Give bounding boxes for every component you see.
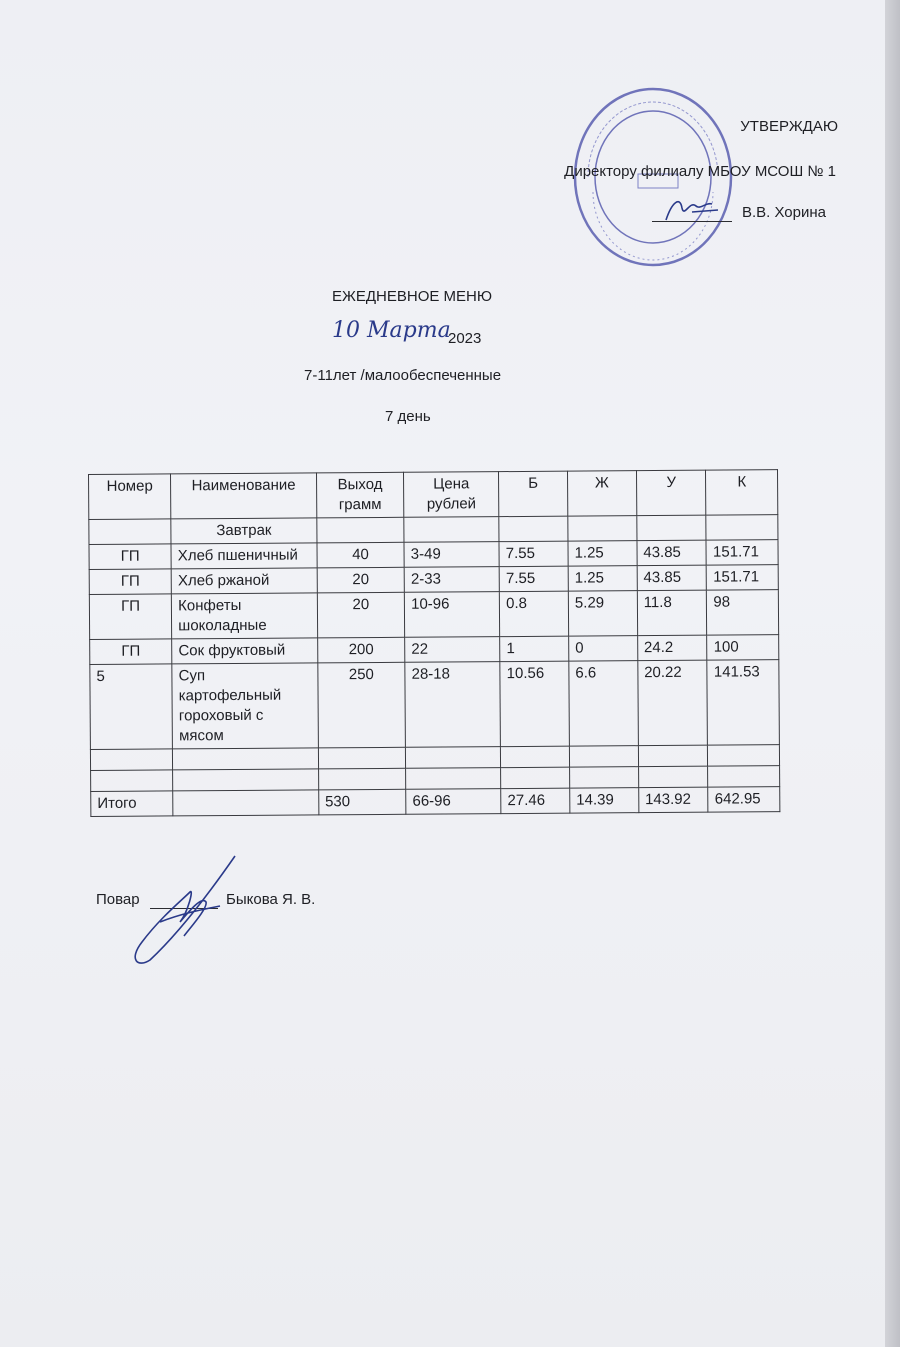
col-weight: Выход грамм bbox=[316, 472, 404, 518]
item-weight: 200 bbox=[317, 637, 405, 663]
section-label: Завтрак bbox=[171, 518, 317, 544]
table-row bbox=[90, 660, 780, 750]
date-year: 2023 bbox=[448, 330, 482, 347]
item-weight: 20 bbox=[317, 567, 405, 593]
total-calories: 642.95 bbox=[708, 787, 780, 812]
item-carbs: 24.2 bbox=[637, 635, 707, 660]
total-empty bbox=[173, 790, 319, 816]
item-carbs: 20.22 bbox=[638, 660, 708, 745]
total-weight: 530 bbox=[318, 789, 406, 815]
item-weight: 40 bbox=[317, 542, 405, 568]
item-name: Суп картофельный гороховый с мясом bbox=[172, 663, 318, 749]
total-protein: 27.46 bbox=[501, 788, 570, 813]
item-fat: 1.25 bbox=[568, 566, 637, 591]
cook-role: Повар bbox=[96, 891, 140, 908]
col-number: Номер bbox=[89, 474, 172, 520]
item-number: ГП bbox=[89, 569, 171, 595]
total-row bbox=[91, 787, 780, 817]
cook-signature bbox=[120, 852, 240, 967]
total-carbs: 143.92 bbox=[638, 787, 708, 812]
item-number: 5 bbox=[90, 664, 173, 750]
item-calories: 141.53 bbox=[707, 660, 779, 745]
approval-heading: УТВЕРЖДАЮ bbox=[740, 118, 838, 135]
item-name: Конфеты шоколадные bbox=[172, 593, 318, 639]
item-protein: 7.55 bbox=[499, 541, 568, 566]
director-name: В.В. Хорина bbox=[741, 204, 826, 221]
item-weight: 250 bbox=[318, 662, 406, 748]
item-protein: 0.8 bbox=[500, 591, 569, 636]
col-protein: Б bbox=[499, 471, 568, 516]
cook-name: Быкова Я. В. bbox=[226, 891, 316, 908]
item-name: Хлеб пшеничный bbox=[171, 543, 317, 569]
item-fat: 6.6 bbox=[569, 661, 638, 746]
item-number: ГП bbox=[89, 594, 172, 640]
item-calories: 151.71 bbox=[707, 565, 779, 590]
page-edge-shadow bbox=[885, 0, 900, 1347]
menu-table bbox=[88, 469, 780, 817]
item-carbs: 43.85 bbox=[637, 540, 707, 565]
item-fat: 5.29 bbox=[568, 591, 637, 636]
menu-day: 7 день bbox=[385, 408, 431, 425]
item-protein: 10.56 bbox=[500, 661, 569, 746]
col-price: Цена рублей bbox=[404, 472, 499, 518]
item-calories: 151.71 bbox=[706, 540, 778, 565]
item-carbs: 11.8 bbox=[637, 590, 707, 635]
approval-position: Директору филиалу МБОУ МСОШ № 1 bbox=[564, 163, 836, 180]
item-calories: 98 bbox=[707, 590, 779, 635]
total-fat: 14.39 bbox=[570, 788, 639, 813]
table-header-row bbox=[89, 470, 778, 520]
item-weight: 20 bbox=[317, 592, 405, 638]
item-price: 2-33 bbox=[404, 567, 499, 593]
item-protein: 1 bbox=[500, 636, 569, 661]
item-number: ГП bbox=[89, 544, 171, 570]
item-calories: 100 bbox=[707, 635, 779, 660]
total-label: Итого bbox=[91, 791, 173, 817]
item-price: 22 bbox=[405, 637, 500, 663]
item-price: 3-49 bbox=[404, 542, 499, 568]
col-carbs: У bbox=[636, 470, 706, 515]
col-name: Наименование bbox=[171, 473, 317, 519]
total-price: 66-96 bbox=[406, 789, 501, 815]
col-calories: К bbox=[706, 470, 778, 515]
item-price: 28-18 bbox=[405, 662, 501, 748]
table-row bbox=[89, 590, 778, 640]
item-fat: 0 bbox=[569, 636, 638, 661]
item-name: Сок фруктовый bbox=[172, 638, 318, 664]
item-name: Хлеб ржаной bbox=[171, 568, 317, 594]
item-protein: 7.55 bbox=[499, 566, 568, 591]
age-group: 7-11лет /малообеспеченные bbox=[304, 367, 502, 384]
page-title: ЕЖЕДНЕВНОЕ МЕНЮ bbox=[332, 288, 493, 305]
item-number: ГП bbox=[90, 639, 172, 665]
item-price: 10-96 bbox=[405, 592, 500, 638]
item-fat: 1.25 bbox=[568, 541, 637, 566]
item-carbs: 43.85 bbox=[637, 565, 707, 590]
col-fat: Ж bbox=[567, 471, 636, 516]
handwritten-date: 10 Марта bbox=[332, 318, 451, 343]
director-signature bbox=[662, 192, 722, 226]
